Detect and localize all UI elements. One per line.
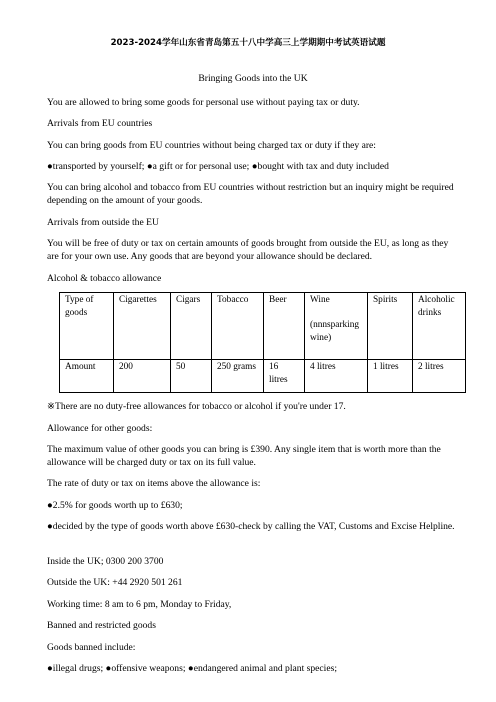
table-header-cell: Cigarettes xyxy=(114,293,171,360)
bullet-item: ●decided by the type of goods worth above £630-check by calling the VAT, Customs and Excise Helpline. xyxy=(47,521,455,532)
paragraph: You can bring alcohol and tobacco from EU countries without restriction but an inquiry might be required depending on the amount of your goods. xyxy=(47,182,454,206)
paragraph: You can bring goods from EU countries without being charged tax or duty if they are: xyxy=(47,140,376,151)
table-cell: Amount xyxy=(60,360,114,393)
bullet-list: ●transported by yourself; ●a gift or for personal use; ●bought with tax and duty included xyxy=(47,161,389,172)
table-cell: 4 litres xyxy=(305,360,368,393)
table-caption: Alcohol & tobacco allowance xyxy=(47,273,162,284)
paragraph: The rate of duty or tax on items above the allowance is: xyxy=(47,478,261,489)
table-header-cell: Tobacco xyxy=(212,293,264,360)
subheading: Arrivals from outside the EU xyxy=(47,217,159,228)
subheading: Banned and restricted goods xyxy=(47,620,156,631)
exam-header: 2023-2024学年山东省青岛第五十八中学高三上学期期中考试英语试题 xyxy=(110,38,386,48)
article-title: Bringing Goods into the UK xyxy=(198,73,308,84)
table-header-cell: Type of goods xyxy=(60,293,114,360)
bullet-item: ●2.5% for goods worth up to £630; xyxy=(47,500,183,511)
phone-inside: Inside the UK; 0300 200 3700 xyxy=(47,556,164,567)
table-header-cell: Wine (nnnsparking wine) xyxy=(305,293,368,360)
paragraph: The maximum value of other goods you can bring is £390. Any single item that is worth more than the allowance will be charged duty or tax on its full value. xyxy=(47,444,441,468)
table-cell: 50 xyxy=(171,360,212,393)
table-cell: 2 litres xyxy=(413,360,466,393)
subheading: Allowance for other goods: xyxy=(47,423,153,434)
bullet-list: ●illegal drugs; ●offensive weapons; ●endangered animal and plant species; xyxy=(47,663,338,674)
table-header-row xyxy=(60,293,466,360)
paragraph: Goods banned include: xyxy=(47,642,136,653)
allowance-table xyxy=(59,292,466,393)
phone-outside: Outside the UK: +44 2920 501 261 xyxy=(47,577,183,588)
table-cell: 16 litres xyxy=(264,360,305,393)
table-header-cell: Cigars xyxy=(171,293,212,360)
working-time: Working time: 8 am to 6 pm, Monday to Friday, xyxy=(47,599,232,610)
note: ※There are no duty-free allowances for tobacco or alcohol if you're under 17. xyxy=(47,401,346,412)
table-cell: 200 xyxy=(114,360,171,393)
table-cell: 250 grams xyxy=(212,360,264,393)
paragraph: You will be free of duty or tax on certain amounts of goods brought from outside the EU, as long as they are for your own use. Any goods that are beyond your allowance should be declared. xyxy=(47,238,449,262)
paragraph: You are allowed to bring some goods for personal use without paying tax or duty. xyxy=(47,97,360,108)
table-header-cell: Beer xyxy=(264,293,305,360)
table-cell: 1 litres xyxy=(368,360,413,393)
table-header-cell: Alcoholic drinks xyxy=(413,293,466,360)
table-header-cell: Spirits xyxy=(368,293,413,360)
subheading: Arrivals from EU countries xyxy=(47,118,153,129)
table-row xyxy=(60,360,466,393)
